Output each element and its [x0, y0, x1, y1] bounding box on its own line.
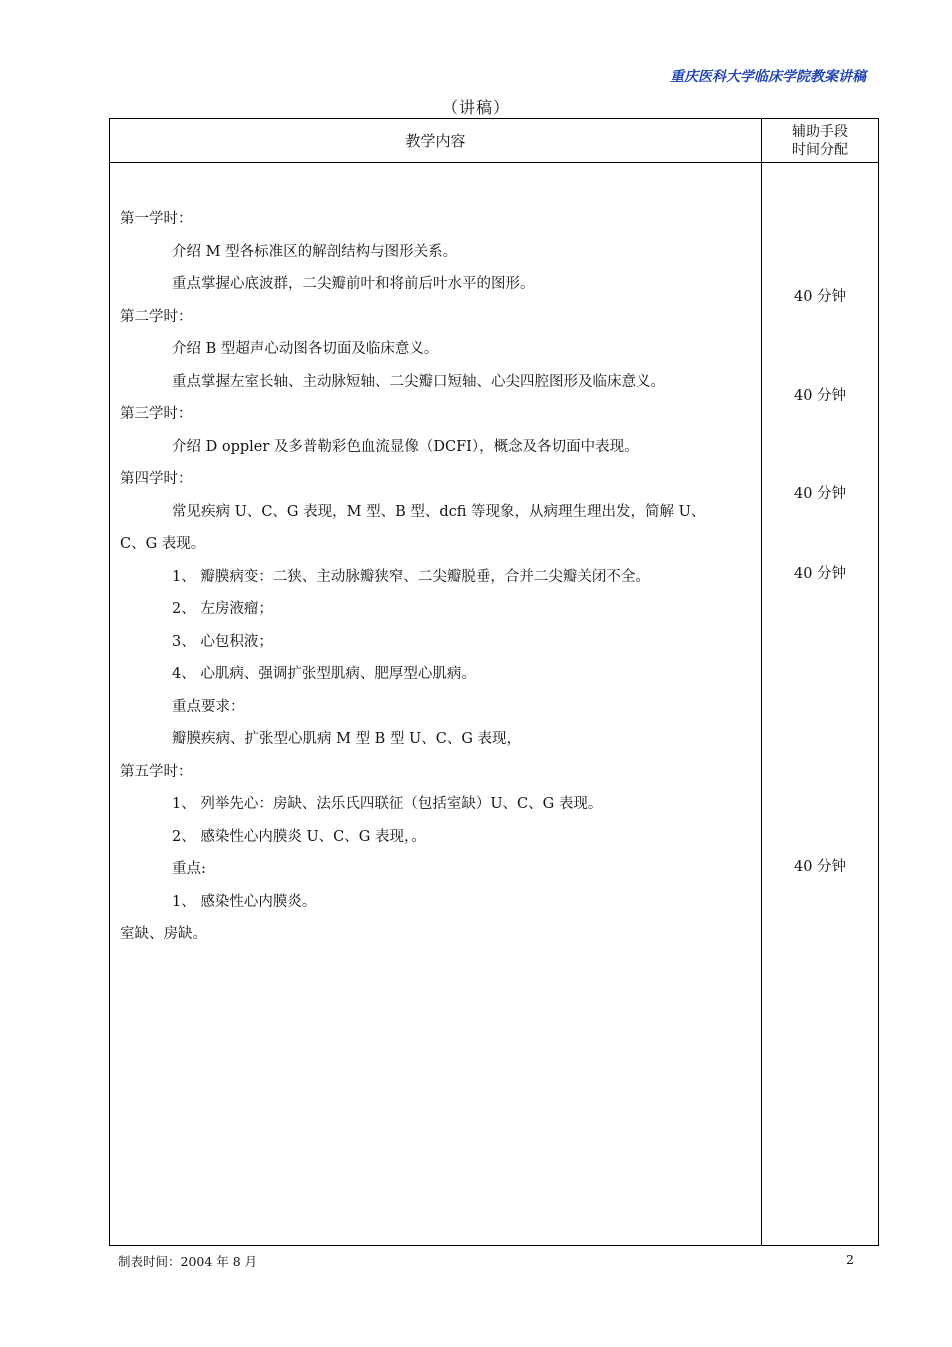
content-line: 1、 列举先心：房缺、法乐氏四联征（包括室缺）U、C、G 表现。: [172, 796, 603, 812]
time-allocation: 40 分钟: [793, 486, 847, 502]
section-heading: 第一学时：: [120, 211, 193, 227]
content-line: 常见疾病 U、C、G 表现，M 型、B 型、dcfi 等现象，从病理生理出发，简解 U、: [172, 503, 706, 520]
content-line: 1、 感染性心内膜炎。: [172, 893, 317, 910]
section-heading: 第二学时：: [120, 308, 193, 325]
content-line: 2、 左房液瘤；: [172, 601, 273, 617]
header-brand: 重庆医科大学临床学院教案讲稿: [670, 69, 866, 85]
content-line: 重点:: [172, 861, 206, 877]
content-line: 介绍 B 型超声心动图各切面及临床意义。: [172, 341, 439, 357]
time-allocation: 40 分钟: [793, 566, 847, 582]
time-allocation: 40 分钟: [793, 388, 847, 404]
content-line: 室缺、房缺。: [120, 926, 207, 942]
content-line: C、G 表现。: [120, 536, 206, 552]
footer-page-number: 2: [846, 1252, 854, 1267]
content-line: 1、 瓣膜病变：二狭、主动脉瓣狭窄、二尖瓣脱垂，合并二尖瓣关闭不全。: [172, 568, 650, 585]
content-line: 4、 心肌病、强调扩张型肌病、肥厚型心肌病。: [172, 666, 476, 682]
content-line: 3、 心包积液；: [172, 633, 273, 650]
content-line: 重点掌握左室长轴、主动脉短轴、二尖瓣口短轴、心尖四腔图形及临床意义。: [172, 373, 665, 390]
lecture-table: [109, 118, 879, 1246]
section-heading: 第四学时：: [120, 471, 193, 487]
content-line: 重点掌握心底波群，二尖瓣前叶和将前后叶水平的图形。: [172, 276, 535, 292]
content-line: 重点要求：: [172, 698, 245, 715]
content-line: 2、 感染性心内膜炎 U、C、G 表现，。: [172, 828, 426, 845]
aux-header-line-1: 辅助手段: [792, 123, 848, 140]
content-line: 瓣膜疾病、扩张型心肌病 M 型 B 型 U、C、G 表现，: [172, 731, 522, 747]
content-column-header: 教学内容: [405, 132, 466, 150]
aux-header-line-2: 时间分配: [792, 141, 848, 158]
time-allocation: 40 分钟: [793, 859, 847, 875]
header-row-divider: [110, 162, 878, 163]
content-lines: [120, 203, 756, 951]
content-line: 介绍 D oppler 及多普勒彩色血流显像（DCFI），概念及各切面中表现。: [172, 438, 639, 455]
content-line: 介绍 M 型各标准区的解剖结构与图形关系。: [172, 243, 458, 260]
time-allocation: 40 分钟: [793, 289, 847, 305]
doc-label: （讲稿）: [441, 98, 510, 117]
section-heading: 第三学时：: [120, 406, 193, 422]
aux-column-header: [762, 119, 878, 162]
footer-made-time: 制表时间：2004 年 8 月: [118, 1254, 258, 1269]
section-heading: 第五学时：: [120, 763, 193, 780]
